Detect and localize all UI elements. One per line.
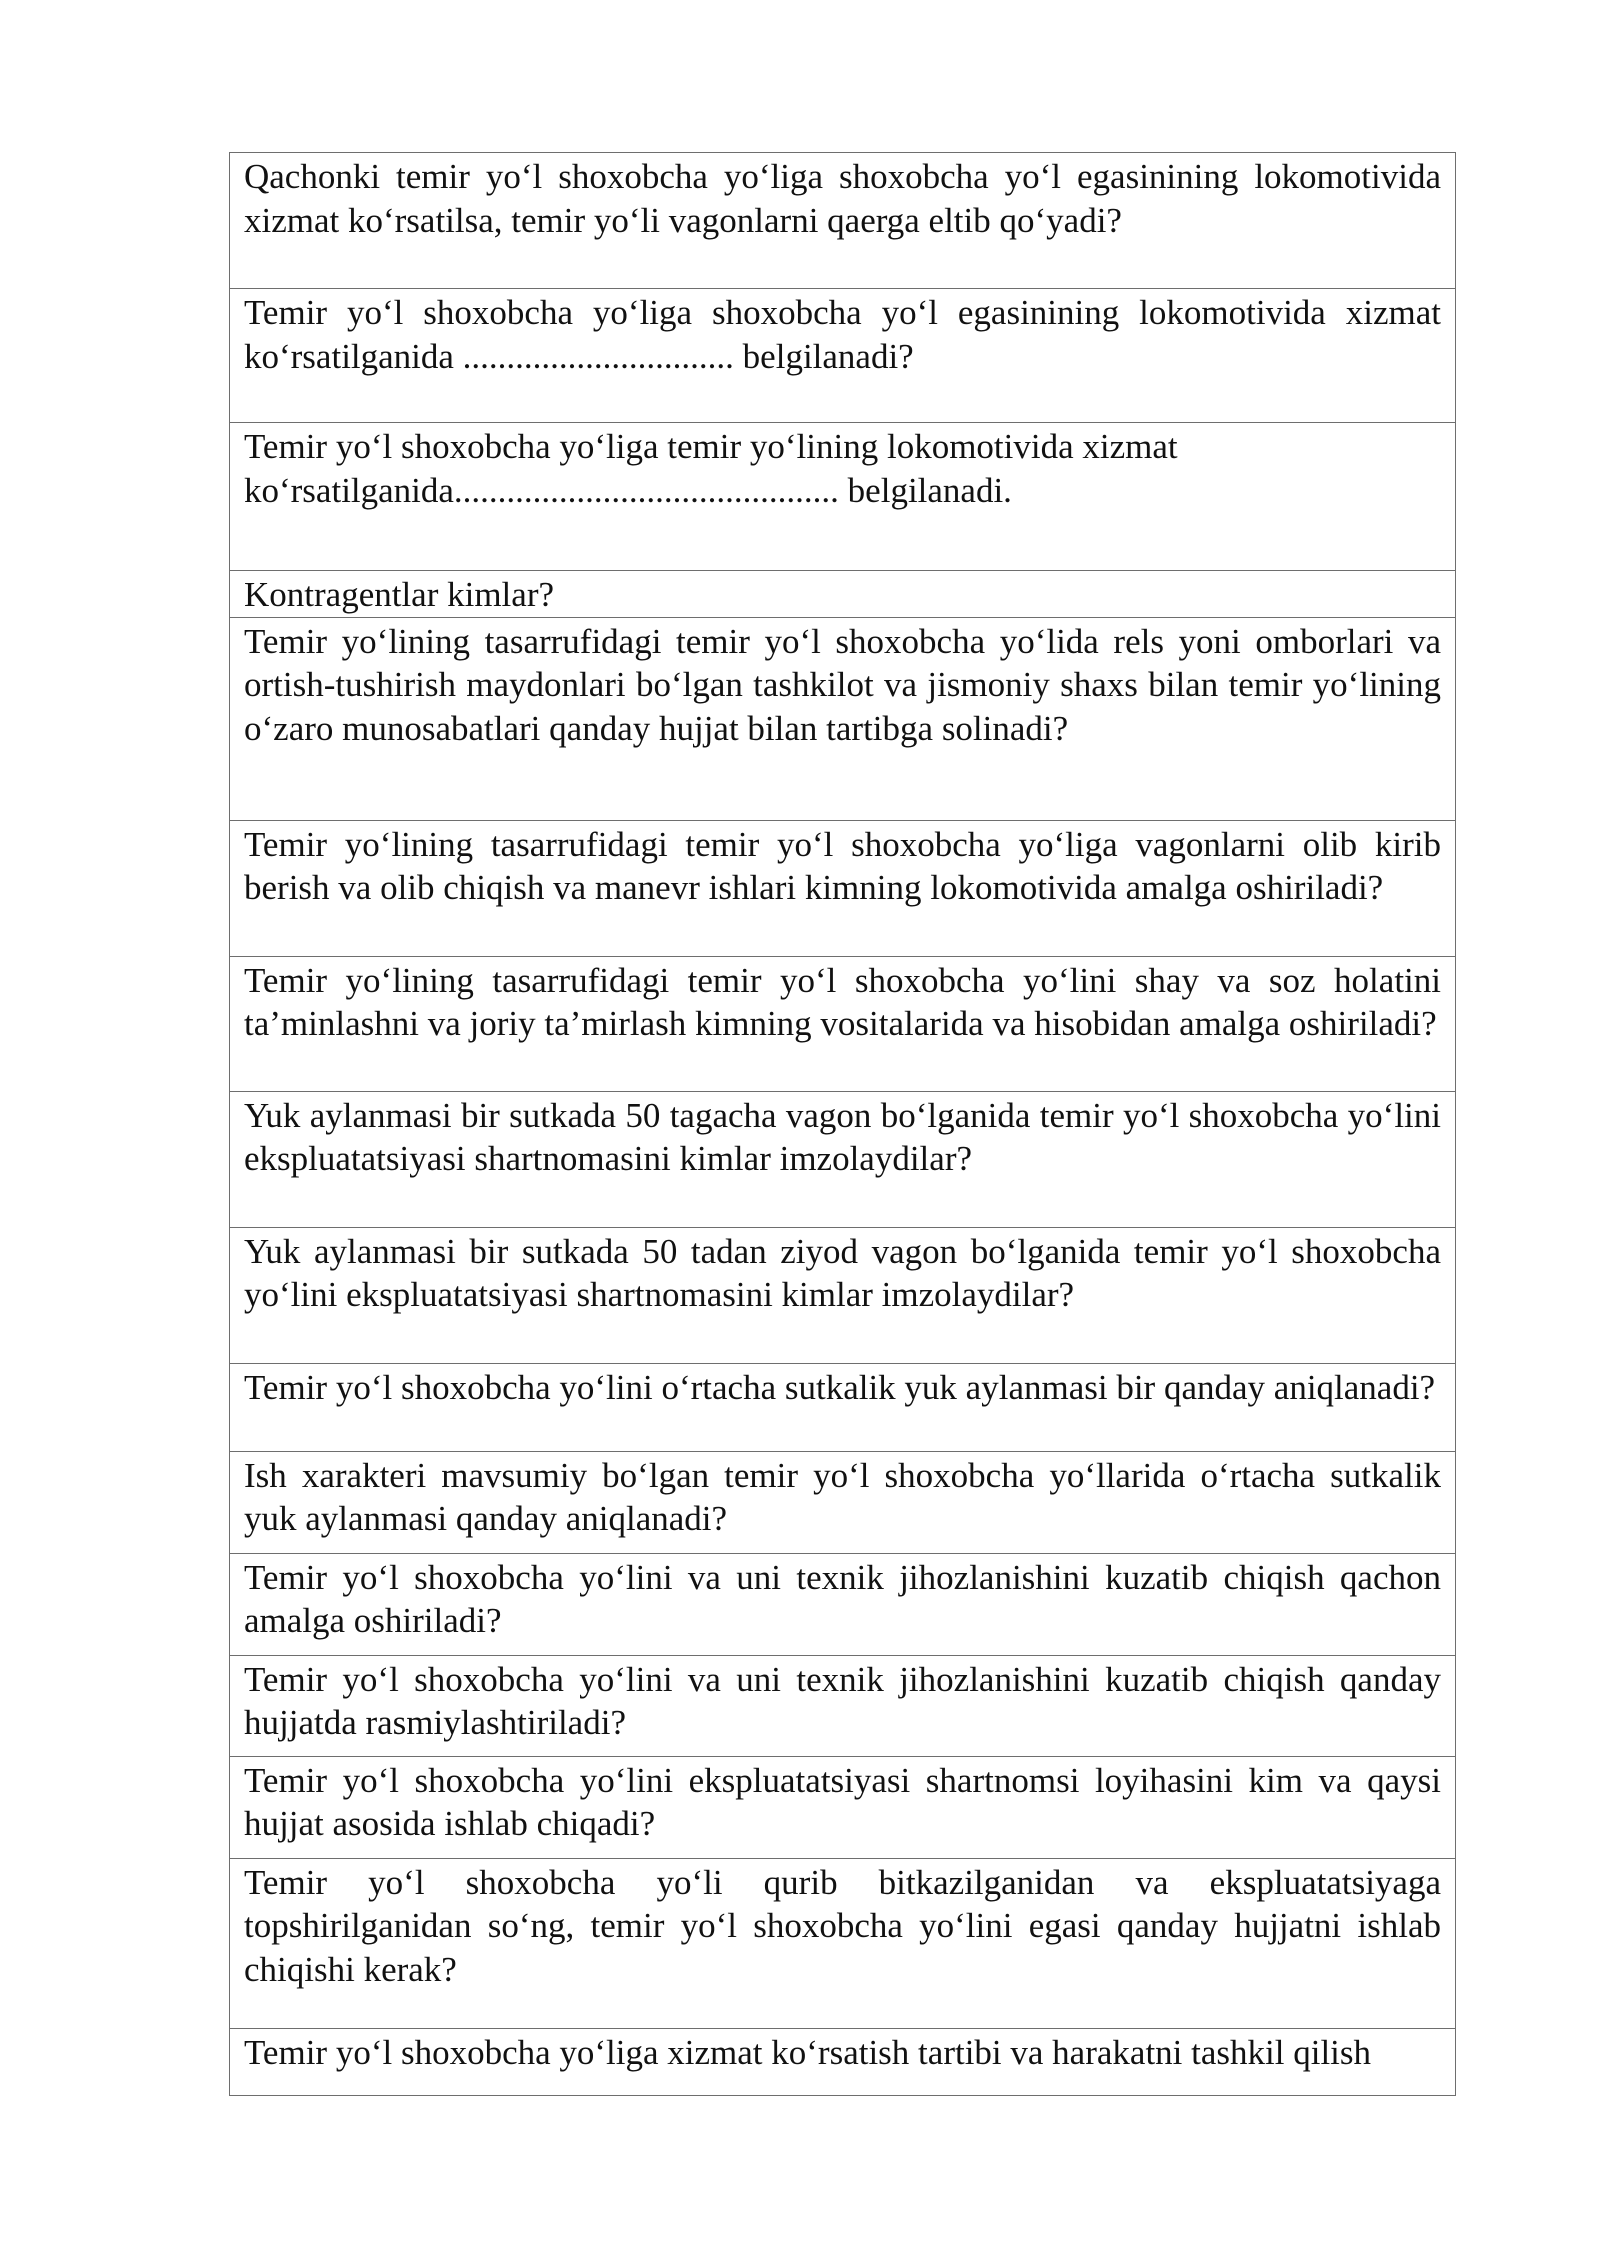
table-row xyxy=(230,1451,1456,1553)
question-cell: Yuk aylanmasi bir sutkada 50 tadan ziyod vagon bo‘lganida temir yo‘l shoxobcha yo‘lini ekspluatatsiyasi shartnomasini kimlar imzolaydilar? xyxy=(230,1227,1456,1363)
table-row xyxy=(230,571,1456,618)
question-cell: Ish xarakteri mavsumiy bo‘lgan temir yo‘l shoxobcha yo‘llarida o‘rtacha sutkalik yuk aylanmasi qanday aniqlanadi? xyxy=(230,1451,1456,1553)
table-row xyxy=(230,1363,1456,1451)
table-row xyxy=(230,1227,1456,1363)
table-row xyxy=(230,1553,1456,1655)
question-cell: Temir yo‘l shoxobcha yo‘lini va uni texnik jihozlanishini kuzatib chiqish qachon amalga oshiriladi? xyxy=(230,1553,1456,1655)
table-row xyxy=(230,1091,1456,1227)
question-cell: Temir yo‘l shoxobcha yo‘liga xizmat ko‘rsatish tartibi va harakatni tashkil qilish xyxy=(230,2028,1456,2095)
question-cell: Temir yo‘l shoxobcha yo‘liga temir yo‘lining lokomotivida xizmat ko‘rsatilganida............................................ belgilanadi. xyxy=(230,423,1456,571)
question-cell: Temir yo‘l shoxobcha yo‘lini ekspluatatsiyasi shartnomsi loyihasini kim va qaysi hujjat asosida ishlab chiqadi? xyxy=(230,1756,1456,1858)
questions-table xyxy=(229,152,1456,2096)
table-row xyxy=(230,1858,1456,2028)
question-cell: Temir yo‘lining tasarrufidagi temir yo‘l shoxobcha yo‘lini shay va soz holatini ta’minlashni va joriy ta’mirlash kimning vositalarida va hisobidan amalga oshiriladi? xyxy=(230,956,1456,1091)
table-row xyxy=(230,820,1456,956)
table-row xyxy=(230,956,1456,1091)
table-row xyxy=(230,289,1456,423)
table-row xyxy=(230,1756,1456,1858)
table-row xyxy=(230,2028,1456,2095)
question-cell: Temir yo‘l shoxobcha yo‘li qurib bitkazilganidan va ekspluatatsiyaga topshirilganidan so‘ng, temir yo‘l shoxobcha yo‘lini egasi qanday hujjatni ishlab chiqishi kerak? xyxy=(230,1858,1456,2028)
table-row xyxy=(230,617,1456,820)
question-cell: Temir yo‘l shoxobcha yo‘liga shoxobcha yo‘l egasinining lokomotivida xizmat ko‘rsatilganida ............................... belgilanadi? xyxy=(230,289,1456,423)
table-row xyxy=(230,423,1456,571)
question-cell: Temir yo‘lining tasarrufidagi temir yo‘l shoxobcha yo‘liga vagonlarni olib kirib berish va olib chiqish va manevr ishlari kimning lokomotivida amalga oshiriladi? xyxy=(230,820,1456,956)
question-cell: Temir yo‘l shoxobcha yo‘lini o‘rtacha sutkalik yuk aylanmasi bir qanday aniqlanadi? xyxy=(230,1363,1456,1451)
question-cell: Temir yo‘l shoxobcha yo‘lini va uni texnik jihozlanishini kuzatib chiqish qanday hujjatda rasmiylashtiriladi? xyxy=(230,1655,1456,1756)
table-row xyxy=(230,1655,1456,1756)
question-cell: Qachonki temir yo‘l shoxobcha yo‘liga shoxobcha yo‘l egasinining lokomotivida xizmat ko‘rsatilsa, temir yo‘li vagonlarni qaerga eltib qo‘yadi? xyxy=(230,153,1456,289)
question-cell: Kontragentlar kimlar? xyxy=(230,571,1456,618)
question-cell: Temir yo‘lining tasarrufidagi temir yo‘l shoxobcha yo‘lida rels yoni omborlari va ortish-tushirish maydonlari bo‘lgan tashkilot va jismoniy shaxs bilan temir yo‘lining o‘zaro munosabatlari qanday hujjat bilan tartibga solinadi? xyxy=(230,617,1456,820)
table-row xyxy=(230,153,1456,289)
question-cell: Yuk aylanmasi bir sutkada 50 tagacha vagon bo‘lganida temir yo‘l shoxobcha yo‘lini ekspluatatsiyasi shartnomasini kimlar imzolaydilar? xyxy=(230,1091,1456,1227)
